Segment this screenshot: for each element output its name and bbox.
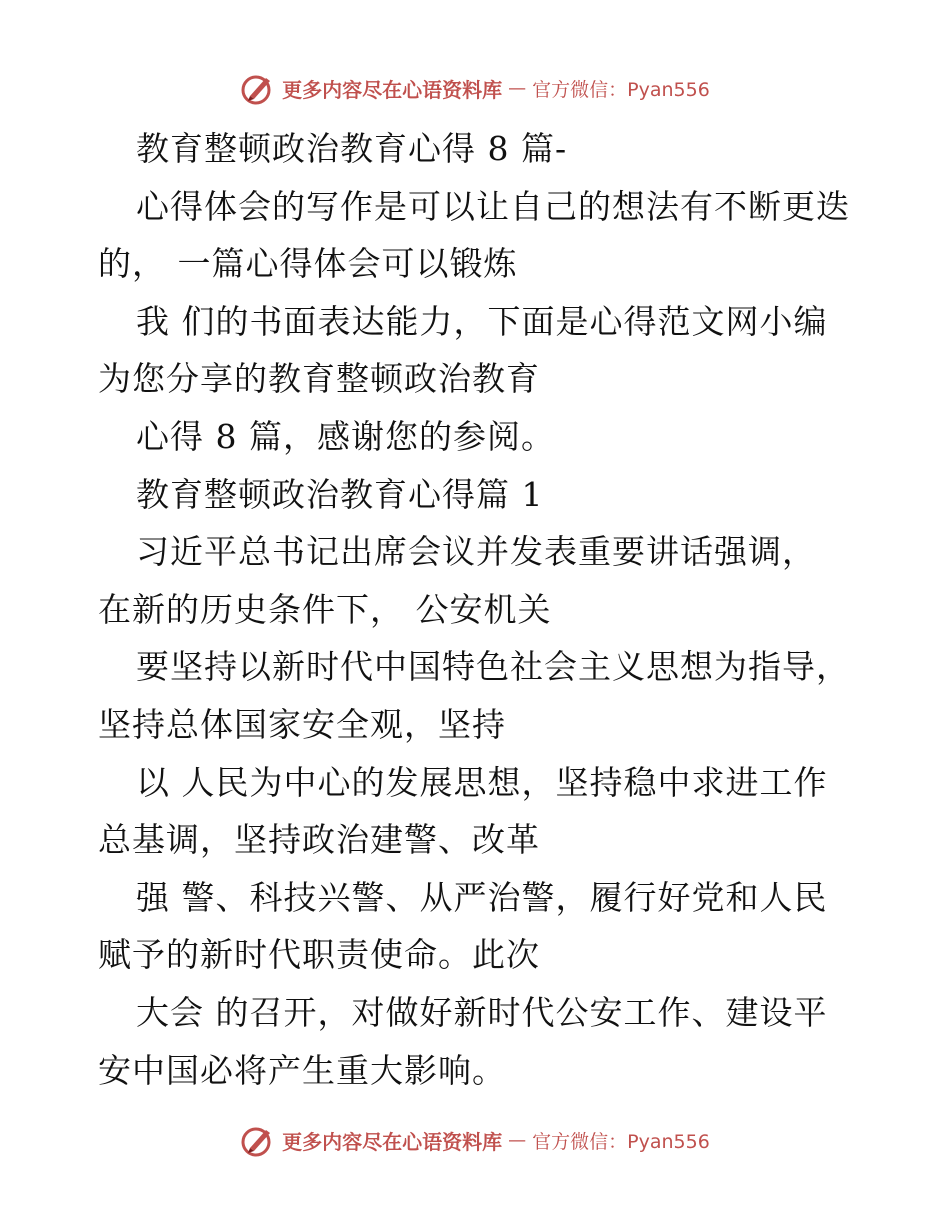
watermark-text: 更多内容尽在心语资料库 <box>282 77 503 102</box>
header-watermark <box>0 68 950 108</box>
text-line: 在新的历史条件下， 公安机关 <box>98 589 552 629</box>
text-line: 赋予的新时代职责使命。此次 <box>98 935 540 975</box>
text-line: 大会 的召开，对做好新时代公安工作、建设平 <box>136 992 828 1032</box>
pen-logo-icon <box>240 1122 276 1158</box>
text-line: 坚持总体国家安全观，坚持 <box>98 704 506 744</box>
watermark-dash: — <box>508 1129 527 1151</box>
text-line: 安中国必将产生重大影响。 <box>98 1050 506 1090</box>
watermark-official-wechat: 官方微信：Pyan556 <box>532 78 710 101</box>
text-line: 习近平总书记出席会议并发表重要讲话强调， <box>136 532 816 572</box>
text-line: 强 警、科技兴警、从严治警，履行好党和人民 <box>136 877 828 917</box>
text-line: 为您分享的教育整顿政治教育 <box>98 359 540 399</box>
pen-logo-icon <box>240 70 276 106</box>
text-line: 总基调，坚持政治建警、改革 <box>98 820 540 860</box>
text-line: 我 们的书面表达能力，下面是心得范文网小编 <box>136 301 828 341</box>
text-line: 以 人民为中心的发展思想，坚持稳中求进工作 <box>136 762 828 802</box>
document-body <box>98 120 868 1099</box>
text-line: 要坚持以新时代中国特色社会主义思想为指导， <box>136 647 850 687</box>
watermark-dash: — <box>508 77 527 99</box>
footer-watermark <box>0 1120 950 1160</box>
watermark-official-wechat: 官方微信：Pyan556 <box>532 1130 710 1153</box>
watermark-text: 更多内容尽在心语资料库 <box>282 1129 503 1154</box>
text-line: 教育整顿政治教育心得 8 篇- <box>136 129 568 168</box>
text-line: 心得 8 篇，感谢您的参阅。 <box>136 416 555 456</box>
text-line: 的， 一篇心得体会可以锻炼 <box>98 244 518 284</box>
text-line: 心得体会的写作是可以让自己的想法有不断更迭 <box>136 186 850 226</box>
text-line: 教育整顿政治教育心得篇 1 <box>136 474 544 514</box>
